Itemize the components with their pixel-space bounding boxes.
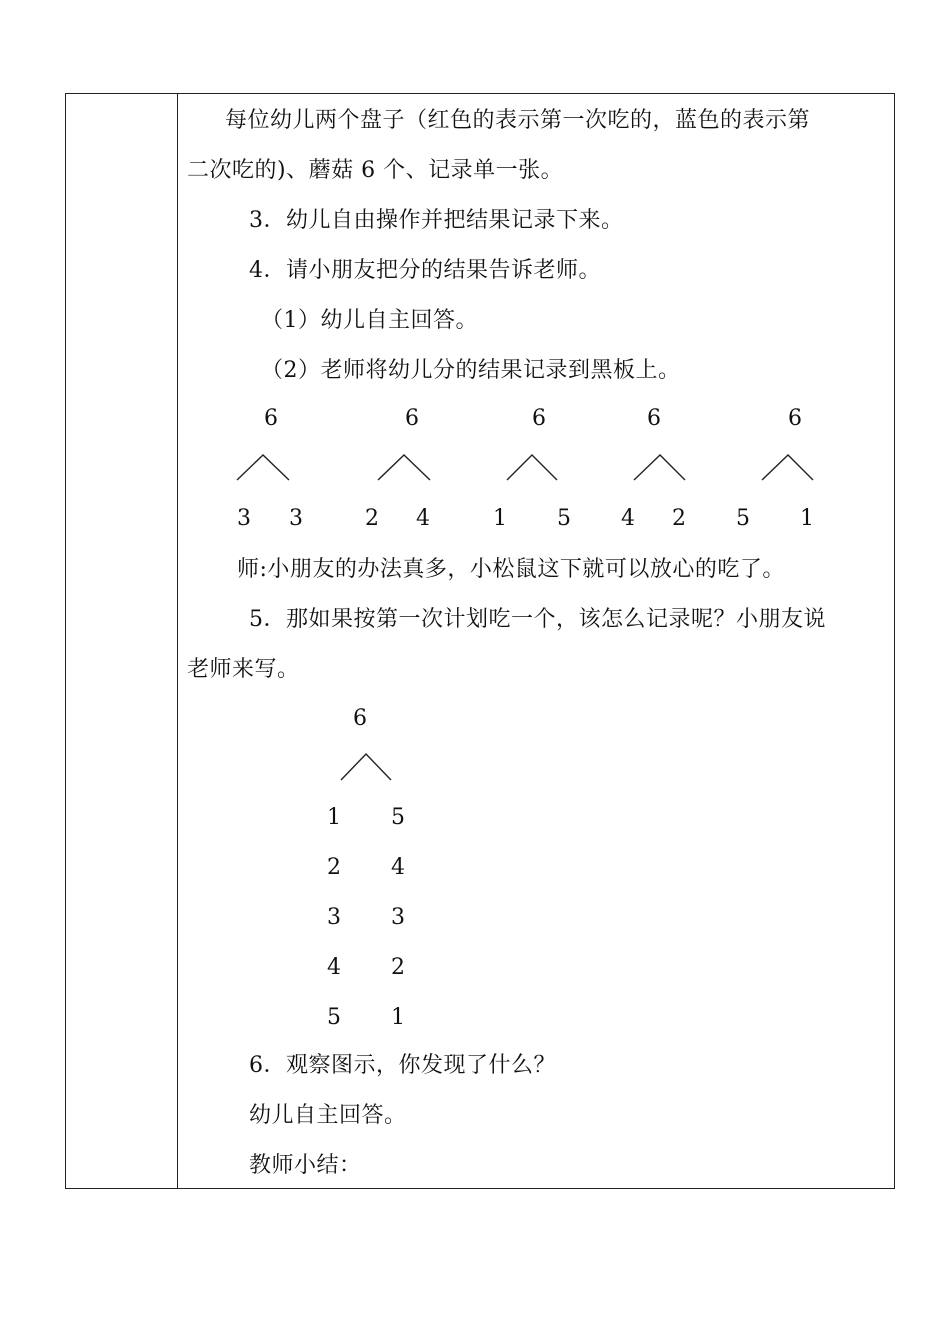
- ordered-row-5-left: 5: [327, 1005, 341, 1030]
- tree-4-branch: [634, 455, 685, 480]
- step-5-line2: 老师来写。: [187, 657, 300, 682]
- tree-4-right: 2: [672, 506, 686, 531]
- tree-5-top: 6: [788, 406, 802, 431]
- ordered-tree-top: 6: [353, 706, 367, 731]
- step-4-sub-1: （1）幼儿自主回答。: [261, 308, 478, 333]
- tree-1-branch: [237, 455, 289, 480]
- tree-1-left: 3: [237, 506, 251, 531]
- ordered-tree-branch: [341, 754, 391, 780]
- tree-5-left: 5: [736, 506, 750, 531]
- tree-4-left: 4: [621, 506, 635, 531]
- children-answer: 幼儿自主回答。: [249, 1103, 407, 1128]
- lesson-table: [65, 93, 895, 1189]
- ordered-row-3-left: 3: [327, 905, 341, 930]
- tree-1-right: 3: [289, 506, 303, 531]
- tree-5-branch: [762, 455, 813, 480]
- ordered-row-2-right: 4: [391, 855, 405, 880]
- tree-2-branch: [378, 455, 430, 480]
- tree-3-top: 6: [532, 406, 546, 431]
- ordered-row-1-left: 1: [327, 805, 341, 830]
- tree-1-top: 6: [264, 406, 278, 431]
- teacher-summary: 教师小结：: [249, 1153, 362, 1178]
- teacher-remark: 师:小朋友的办法真多，小松鼠这下就可以放心的吃了。: [237, 557, 785, 582]
- tree-4-top: 6: [647, 406, 661, 431]
- split-tree-lines: [179, 94, 896, 1190]
- tree-3-left: 1: [493, 506, 507, 531]
- step-6: 6．观察图示，你发现了什么？: [249, 1053, 556, 1078]
- tree-3-right: 5: [557, 506, 571, 531]
- ordered-row-5-right: 1: [391, 1005, 405, 1030]
- paragraph-materials-line1: 每位幼儿两个盘子（红色的表示第一次吃的，蓝色的表示第: [225, 108, 811, 133]
- step-4-sub-2: （2）老师将幼儿分的结果记录到黑板上。: [261, 358, 681, 383]
- step-4: 4．请小朋友把分的结果告诉老师。: [249, 258, 601, 283]
- ordered-row-4-right: 2: [391, 955, 405, 980]
- tree-5-right: 1: [800, 506, 814, 531]
- step-3: 3．幼儿自由操作并把结果记录下来。: [249, 208, 624, 233]
- table-left-column: [66, 94, 178, 1188]
- ordered-row-4-left: 4: [327, 955, 341, 980]
- tree-2-top: 6: [405, 406, 419, 431]
- tree-3-branch: [507, 455, 557, 480]
- step-5-line1: 5．那如果按第一次计划吃一个，该怎么记录呢？小朋友说: [249, 607, 826, 632]
- paragraph-materials-line2: 二次吃的)、蘑菇 6 个、记录单一张。: [187, 158, 564, 183]
- ordered-row-1-right: 5: [391, 805, 405, 830]
- ordered-row-3-right: 3: [391, 905, 405, 930]
- tree-2-right: 4: [416, 506, 430, 531]
- ordered-row-2-left: 2: [327, 855, 341, 880]
- table-content-cell: [179, 94, 894, 1188]
- tree-2-left: 2: [365, 506, 379, 531]
